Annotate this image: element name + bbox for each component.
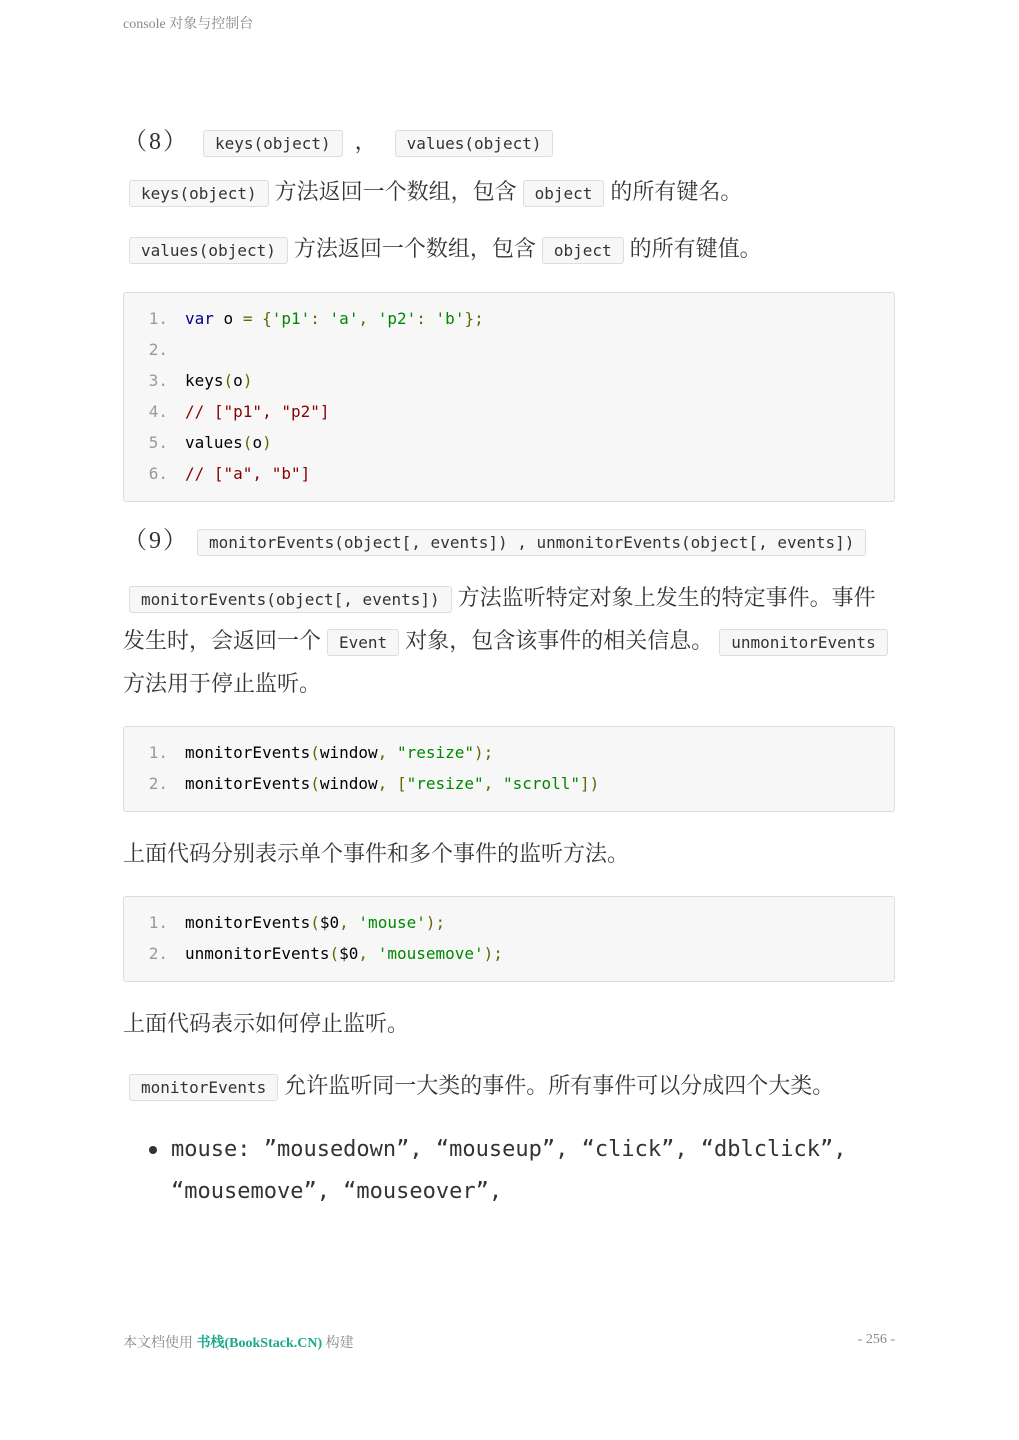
paragraph-text: 方法用于停止监听。 [123, 672, 322, 697]
code-plain [493, 774, 503, 793]
code-punct: ) [242, 371, 253, 390]
code-plain: o [252, 433, 263, 452]
code-plain: o [213, 309, 243, 328]
footer-text: 本文档使用 [123, 1336, 197, 1351]
footer-text: 构建 [322, 1336, 354, 1351]
line-number: 4. [148, 402, 168, 421]
code-line [124, 938, 894, 969]
code-line [124, 768, 894, 799]
code-string: "resize" [396, 743, 475, 762]
paragraph-text: 方法监听特定对象上发生的特定事件。事件发生时，会返回一个 [123, 586, 876, 654]
inline-code: Event [327, 629, 399, 656]
code-string: 'a' [329, 309, 359, 328]
code-string: 'p1' [271, 309, 311, 328]
page-footer [123, 1332, 895, 1352]
code-plain: unmonitorEvents [185, 944, 330, 963]
code-punct: ( [310, 774, 320, 793]
code-string: "resize" [406, 774, 484, 793]
code-line [124, 334, 894, 365]
code-punct: ( [242, 433, 253, 452]
code-punct: [ [396, 774, 407, 793]
code-plain [368, 944, 378, 963]
code-plain [387, 743, 397, 762]
code-punct: , [358, 309, 369, 328]
code-punct: }; [464, 309, 484, 328]
code-punct: ( [223, 371, 234, 390]
code-punct: , [339, 913, 349, 932]
code-line [124, 427, 894, 458]
code-line [124, 396, 894, 427]
code-plain: window [319, 774, 378, 793]
code-punct: ) [262, 433, 272, 452]
inline-code: object [523, 180, 605, 207]
code-punct: , [377, 774, 388, 793]
line-number: 1. [148, 913, 168, 932]
line-number: 6. [148, 464, 168, 483]
inline-code: keys(object) [129, 180, 269, 207]
code-plain: window [319, 743, 378, 762]
code-punct: ]) [580, 774, 600, 793]
list-item [149, 1129, 895, 1213]
code-plain: monitorEvents [185, 743, 311, 762]
code-block-monitor [123, 726, 895, 812]
inline-code: values(object) [129, 237, 288, 264]
code-punct: , [483, 774, 494, 793]
code-line [124, 365, 894, 396]
paragraph-text: 对象，包含该事件的相关信息。 [405, 629, 714, 654]
code-punct: { [262, 309, 272, 328]
line-number: 2. [148, 774, 168, 793]
line-number: 1. [148, 309, 168, 328]
paragraph-monitor-events [123, 578, 895, 706]
code-punct: , [358, 944, 369, 963]
code-block-keys-values [123, 292, 895, 502]
inline-code: monitorEvents(object[, events]) , unmonitorEvents(object[, events]) [197, 529, 866, 556]
code-punct: = [242, 309, 253, 328]
code-punct: ); [425, 913, 446, 932]
code-line [124, 458, 894, 489]
code-plain [387, 774, 397, 793]
code-punct: ( [329, 944, 340, 963]
code-string: 'p2' [377, 309, 417, 328]
code-comment: // ["a", "b"] [185, 464, 311, 483]
code-string: "scroll" [502, 774, 580, 793]
code-line [124, 303, 894, 334]
paragraph-values [123, 229, 895, 272]
code-punct: : [310, 309, 320, 328]
code-plain: $0 [339, 944, 359, 963]
event-category-list [123, 1129, 895, 1213]
line-number: 2. [148, 944, 168, 963]
code-punct: ( [310, 913, 320, 932]
paragraph-text: 的所有键值。 [629, 237, 762, 262]
page-number: - 256 - [857, 1332, 895, 1347]
code-block-unmonitor [123, 896, 895, 982]
code-string: 'b' [435, 309, 465, 328]
code-punct: ); [474, 743, 494, 762]
code-plain [426, 309, 436, 328]
inline-code: values(object) [395, 130, 554, 157]
paragraph-text: 允许监听同一大类的事件。所有事件可以分成四个大类。 [284, 1074, 835, 1099]
section-number: （8） [123, 129, 189, 155]
inline-code: keys(object) [203, 130, 343, 157]
section-8-heading [123, 122, 895, 164]
code-punct: : [416, 309, 426, 328]
inline-code: monitorEvents [129, 1074, 278, 1101]
paragraph-keys [123, 172, 895, 215]
code-string: 'mouse' [358, 913, 426, 932]
line-number: 1. [148, 743, 168, 762]
section-number: （9） [123, 528, 189, 554]
code-plain: values [185, 433, 243, 452]
page-header: console 对象与控制台 [123, 17, 254, 32]
code-plain: monitorEvents [185, 913, 311, 932]
paragraph-text: 方法返回一个数组，包含 [293, 237, 536, 262]
code-plain: o [233, 371, 243, 390]
list-item-text: mouse: ”mousedown”, “mouseup”, “click”, “dblclick”, “mousemove”, “mouseover”, [171, 1137, 847, 1204]
code-punct: , [377, 743, 388, 762]
code-plain [349, 913, 359, 932]
paragraph-text: 方法返回一个数组，包含 [274, 180, 517, 205]
line-number: 2. [148, 340, 168, 359]
code-comment: // ["p1", "p2"] [185, 402, 330, 421]
inline-code: object [542, 237, 624, 264]
code-plain [252, 309, 262, 328]
section-9-heading [123, 524, 895, 560]
code-string: 'mousemove' [377, 944, 484, 963]
paragraph-explain-1: 上面代码分别表示单个事件和多个事件的监听方法。 [123, 842, 630, 867]
code-plain [368, 309, 378, 328]
separator: ， [354, 130, 377, 155]
code-plain: $0 [319, 913, 340, 932]
paragraph-text: 的所有键名。 [610, 180, 743, 205]
code-punct: ); [483, 944, 503, 963]
line-number: 3. [148, 371, 168, 390]
footer-brand-link[interactable]: 书栈(BookStack.CN) [196, 1336, 323, 1351]
code-line [124, 907, 894, 938]
code-punct: ( [310, 743, 320, 762]
code-plain: keys [185, 371, 224, 390]
paragraph-event-categories [123, 1066, 895, 1109]
bullet-icon [149, 1146, 157, 1154]
line-number: 5. [148, 433, 168, 452]
main-content [123, 122, 895, 1213]
paragraph-explain-2: 上面代码表示如何停止监听。 [123, 1012, 410, 1037]
code-line [124, 737, 894, 768]
inline-code: monitorEvents(object[, events]) [129, 586, 452, 613]
code-keyword: var [185, 309, 214, 328]
code-plain: monitorEvents [185, 774, 311, 793]
code-plain [320, 309, 330, 328]
inline-code: unmonitorEvents [719, 629, 888, 656]
